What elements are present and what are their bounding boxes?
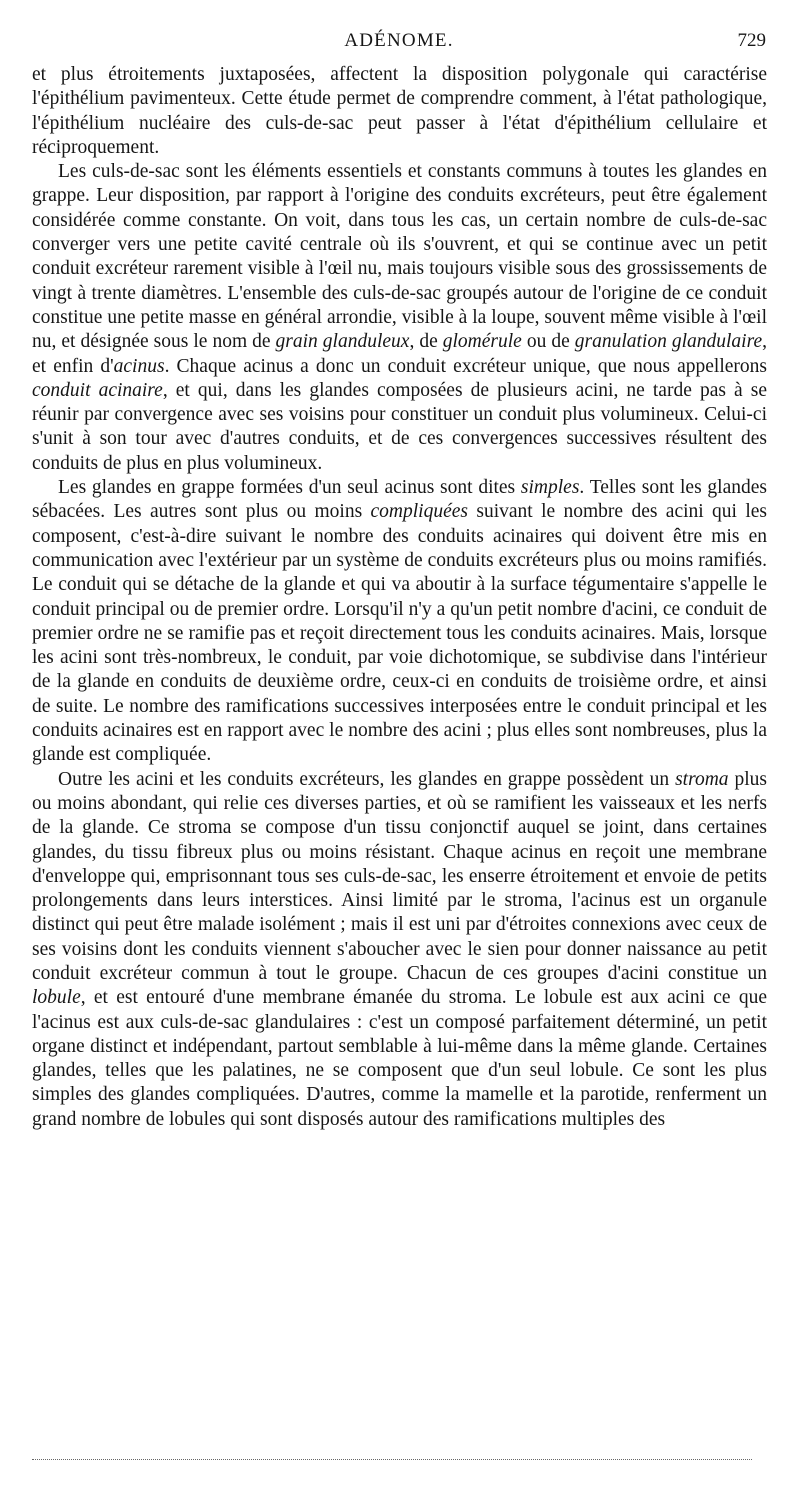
text-run: . Chaque acinus a donc un conduit excréteur unique, que nous appellerons [164,355,767,377]
footer-dotted-rule [32,1459,752,1460]
italic-term: conduit acinaire [32,379,163,401]
paragraph [32,160,767,476]
italic-term: lobule [32,987,81,1009]
italic-term: compliquées [370,501,469,523]
page-number: 729 [737,30,766,51]
text-run: ou de [521,331,575,353]
text-run: . Telles sont les glandes sébacées. Les autres sont plus ou moins [32,477,768,523]
italic-term: glomérule [442,331,522,353]
text-run: , et est entouré d'une membrane émanée du stroma. Le lobule est aux acini ce que l'acinus est aux culs-de-sac glandulaires : c'est un composé parfaitement déterminé, un petit organe distinct et indépendant, partout semblable à lui-même dans la même glande. Certaines glandes, telles que les palatines, ne se composent que d'un seul lobule. Ce sont les plus simples des glandes compliquées. D'autres, comme la mamelle et la parotide, renferment un grand nombre de lobules qui sont disposés autour des ramifications multiples des [32,987,767,1130]
text-run: , de [409,331,443,353]
text-run: plus ou moins abondant, qui relie ces diverses parties, et où se ramifient les vaisseaux et les nerfs de la glande. Ce stroma se compose d'un tissu conjonctif auquel se joint, dans certaines glandes, du tissu fibreux plus ou moins résistant. Chaque acinus en reçoit une membrane d'enveloppe qui, emprisonnant tous ses culs-de-sac, les enserre étroitement et envoie de petits prolongements dans leurs interstices. Ainsi limité par le stroma, l'acinus est un organule distinct qui peut être malade isolément ; mais il est uni par d'étroites connexions avec ceux de ses voisins dont les conduits viennent s'aboucher avec le sien pour donner naissance au petit conduit excréteur commun à tout le groupe. Chacun de ces groupes d'acini constitue un [32,768,767,984]
text-run: , et qui, dans les glandes composées de plusieurs acini, ne tarde pas à se réunir par convergence avec ses voisins pour constituer un conduit plus volumineux. Celui-ci s'unit à son tour avec d'autres conduits, et de ces convergences successives résultent des conduits de plus en plus volumineux. [32,379,767,474]
running-title: ADÉNOME. [344,30,454,51]
text-run: Les culs-de-sac sont les éléments essentiels et constants communs à toutes les glandes en grappe. Leur disposition, par rapport à l'origine des conduits excréteurs, peut être également considérée comme constante. On voit, dans tous les cas, un certain nombre de culs-de-sac converger vers une petite cavité centrale où ils s'ouvrent, et qui se continue avec un petit conduit excréteur rarement visible à l'œil nu, mais toujours visible sous des grossissements de vingt à trente diamètres. L'ensemble des culs-de-sac groupés autour de l'origine de ce conduit constitue une petite masse en général arrondie, visible à la loupe, souvent même visible à l'œil nu, et désignée sous le nom de [32,161,767,353]
paragraph [32,476,767,768]
text-run: suivant le nombre des acini qui les composent, c'est-à-dire suivant le nombre des conduits acinaires qui doivent être mis en communication avec l'extérieur par un système de conduits excréteurs plus ou moins ramifiés. Le conduit qui se détache de la glande et qui va aboutir à la surface tégumentaire s'appelle le conduit principal ou de premier ordre. Lorsqu'il n'y a qu'un petit nombre d'acini, ce conduit de premier ordre ne se ramifie pas et reçoit directement tous les conduits acinaires. Mais, lorsque les acini sont très-nombreux, le conduit, par voie dichotomique, se subdivise dans l'intérieur de la glande en conduits de deuxième ordre, ceux-ci en conduits de troisième ordre, et ainsi de suite. Le nombre des ramifications successives interposées entre le conduit principal et les conduits acinaires est en rapport avec le nombre des acini ; plus elles sont nombreuses, plus la glande est compliquée. [32,501,767,766]
paragraph [32,63,767,160]
running-head [32,30,766,58]
italic-term: acinus [113,355,165,377]
text-run: et plus étroitements juxtaposées, affectent la disposition polygonale qui caractérise l'épithélium pavimenteux. Cette étude permet de comprendre comment, à l'état pathologique, l'épithélium nucléaire des culs-de-sac peut passer à l'état d'épithélium cellulaire et réciproquement. [32,64,767,158]
text-run: , et enfin d' [32,331,767,377]
text-run: Outre les acini et les conduits excréteurs, les glandes en grappe possèdent un [58,768,676,790]
text-run: Les glandes en grappe formées d'un seul acinus sont dites [58,477,521,499]
paragraph [32,768,767,1132]
italic-term: grain glanduleux [275,331,410,353]
body-text [32,63,767,1132]
italic-term: simples [520,477,580,499]
italic-term: granulation glandulaire [574,331,763,353]
italic-term: stroma [675,768,729,790]
